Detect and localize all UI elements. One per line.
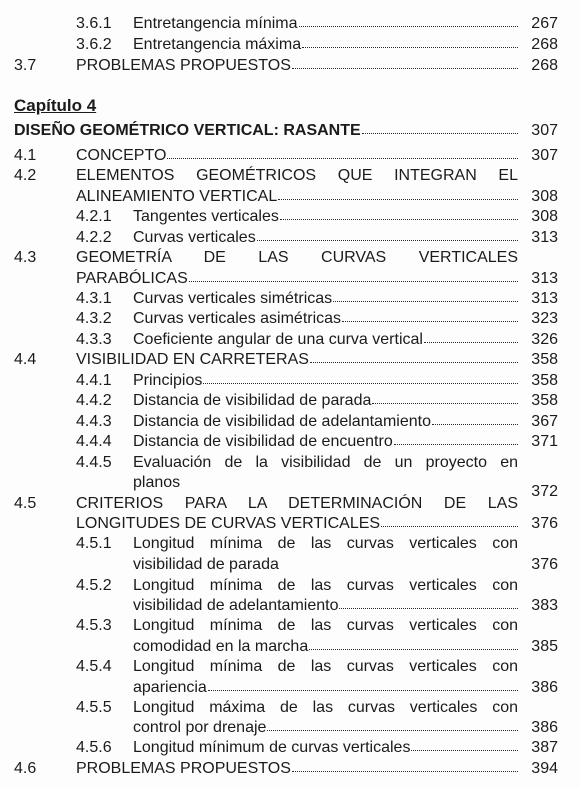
page-number: 307 bbox=[531, 147, 558, 164]
entry-title: PROBLEMAS PROPUESTOS bbox=[76, 760, 291, 777]
entry-title: Curvas verticales simétricas bbox=[133, 290, 333, 307]
entry-number: 4.4.1 bbox=[76, 372, 112, 389]
toc-entry bbox=[0, 288, 580, 309]
page-number: 323 bbox=[531, 310, 558, 327]
entry-number: 4.3.1 bbox=[76, 290, 112, 307]
page-number: 376 bbox=[531, 515, 558, 532]
entry-title-line bbox=[133, 308, 518, 329]
entry-number: 3.6.2 bbox=[76, 36, 112, 53]
page-number: 326 bbox=[531, 331, 558, 348]
toc-entry bbox=[0, 656, 580, 677]
page-number: 313 bbox=[531, 229, 558, 246]
toc-entry bbox=[0, 370, 580, 391]
entry-title: Longitud mínima de las curvas verticales con bbox=[133, 577, 518, 594]
entry-title-line bbox=[133, 227, 518, 248]
page-number: 385 bbox=[531, 638, 558, 655]
toc-entry-continuation bbox=[0, 268, 580, 289]
entry-number: 4.4.4 bbox=[76, 433, 112, 450]
entry-title-line bbox=[133, 288, 518, 309]
dot-leader bbox=[310, 358, 518, 363]
entry-title-line bbox=[133, 636, 518, 657]
dot-leader bbox=[432, 420, 518, 425]
page-number: 371 bbox=[531, 433, 558, 450]
toc-entry bbox=[0, 55, 580, 76]
dot-leader bbox=[292, 64, 518, 69]
entry-title: Principios bbox=[133, 372, 203, 389]
entry-title: ALINEAMIENTO VERTICAL bbox=[76, 188, 278, 205]
entry-number: 3.7 bbox=[14, 57, 37, 74]
dot-leader bbox=[381, 522, 518, 527]
entry-number: 3.6.1 bbox=[76, 15, 112, 32]
entry-title: Curvas verticales asimétricas bbox=[133, 310, 342, 327]
dot-leader bbox=[362, 129, 518, 134]
entry-title: visibilidad de parada bbox=[133, 556, 279, 573]
entry-title-line bbox=[133, 452, 518, 473]
entry-title-line bbox=[133, 431, 518, 452]
entry-title-line bbox=[76, 513, 518, 534]
entry-number: 4.3 bbox=[14, 249, 37, 266]
dot-leader bbox=[302, 43, 518, 48]
entry-title: Entretangencia máxima bbox=[133, 36, 302, 53]
entry-title-line bbox=[133, 472, 518, 493]
dot-leader bbox=[267, 726, 518, 731]
toc-entry-continuation bbox=[0, 636, 580, 657]
entry-title-line bbox=[133, 737, 518, 758]
entry-title-line bbox=[133, 329, 518, 350]
entry-title-line bbox=[133, 595, 518, 616]
entry-title: CRITERIOS PARA LA DETERMINACIÓN DE LAS bbox=[76, 495, 518, 512]
toc-entry bbox=[0, 452, 580, 473]
page-number: 383 bbox=[531, 597, 558, 614]
toc-entry-continuation bbox=[0, 595, 580, 616]
chapter-title: DISEÑO GEOMÉTRICO VERTICAL: RASANTE bbox=[14, 122, 361, 139]
page-number: 358 bbox=[531, 372, 558, 389]
page-number: 386 bbox=[531, 719, 558, 736]
entry-number: 4.3.2 bbox=[76, 310, 112, 327]
entry-title-line bbox=[133, 554, 518, 575]
entry-title: CONCEPTO bbox=[76, 147, 167, 164]
dot-leader bbox=[394, 440, 518, 445]
entry-number: 4.5.2 bbox=[76, 577, 112, 594]
toc-entry bbox=[0, 737, 580, 758]
page-number: 268 bbox=[531, 57, 558, 74]
dot-leader bbox=[411, 746, 518, 751]
entry-title-line bbox=[76, 349, 518, 370]
entry-title: Distancia de visibilidad de parada bbox=[133, 392, 372, 409]
page-number: 387 bbox=[531, 739, 558, 756]
toc-entry bbox=[0, 349, 580, 370]
dot-leader bbox=[208, 686, 518, 691]
dot-leader bbox=[278, 195, 518, 200]
entry-number: 4.5.3 bbox=[76, 617, 112, 634]
page-number: 313 bbox=[531, 290, 558, 307]
entry-title: GEOMETRÍA DE LAS CURVAS VERTICALES bbox=[76, 249, 518, 266]
entry-number: 4.3.3 bbox=[76, 331, 112, 348]
entry-title: Longitud máxima de las curvas verticales con bbox=[133, 699, 518, 716]
page-number: 267 bbox=[531, 15, 558, 32]
entry-title: Longitud mínimum de curvas verticales bbox=[133, 739, 411, 756]
entry-title: comodidad en la marcha bbox=[133, 638, 309, 655]
entry-title-line bbox=[133, 13, 518, 34]
entry-title-line bbox=[76, 186, 518, 207]
entry-title-line bbox=[133, 411, 518, 432]
toc-entry-continuation bbox=[0, 513, 580, 534]
dot-leader bbox=[257, 236, 518, 241]
entry-title: Coeficiente angular de una curva vertical bbox=[133, 331, 423, 348]
toc-entry bbox=[0, 615, 580, 636]
page-number: 358 bbox=[531, 351, 558, 368]
dot-leader bbox=[309, 645, 518, 650]
dot-leader bbox=[372, 399, 518, 404]
entry-title-line bbox=[76, 493, 518, 514]
entry-title-line bbox=[133, 697, 518, 718]
page-number: 268 bbox=[531, 36, 558, 53]
page-number: 308 bbox=[531, 188, 558, 205]
page-number: 308 bbox=[531, 208, 558, 225]
toc-entry bbox=[0, 165, 580, 186]
dot-leader bbox=[280, 215, 518, 220]
toc-entry bbox=[0, 329, 580, 350]
entry-title: ELEMENTOS GEOMÉTRICOS QUE INTEGRAN EL bbox=[76, 167, 518, 184]
toc-entry bbox=[0, 247, 580, 268]
dot-leader bbox=[339, 604, 518, 609]
entry-title-line bbox=[133, 370, 518, 391]
chapter-heading: Capítulo 4 bbox=[14, 96, 97, 115]
entry-title: Distancia de visibilidad de encuentro bbox=[133, 433, 393, 450]
page-number: 372 bbox=[531, 483, 558, 500]
entry-title-line bbox=[133, 206, 518, 227]
entry-title-line bbox=[133, 533, 518, 554]
page-number: 394 bbox=[531, 760, 558, 777]
entry-title-line bbox=[76, 55, 518, 76]
entry-number: 4.6 bbox=[14, 760, 37, 777]
toc-entry bbox=[0, 227, 580, 248]
entry-title: LONGITUDES DE CURVAS VERTICALES bbox=[76, 515, 381, 532]
entry-title: visibilidad de adelantamiento bbox=[133, 597, 339, 614]
entry-title: Longitud mínima de las curvas verticales con bbox=[133, 617, 518, 634]
entry-title-line bbox=[133, 615, 518, 636]
toc-entry bbox=[0, 13, 580, 34]
page-number: 307 bbox=[531, 122, 558, 139]
entry-title-line bbox=[76, 758, 518, 779]
entry-number: 4.5.5 bbox=[76, 699, 112, 716]
entry-title-line bbox=[76, 268, 518, 289]
dot-leader bbox=[299, 22, 518, 27]
page-number: 367 bbox=[531, 413, 558, 430]
entry-number: 4.2.2 bbox=[76, 229, 112, 246]
toc-entry bbox=[0, 697, 580, 718]
entry-number: 4.1 bbox=[14, 147, 37, 164]
entry-title-line bbox=[133, 34, 518, 55]
entry-title-line bbox=[14, 120, 518, 141]
entry-title-line bbox=[133, 717, 518, 738]
toc-entry bbox=[0, 758, 580, 779]
toc-entry bbox=[0, 390, 580, 411]
toc-entry bbox=[0, 493, 580, 514]
dot-leader bbox=[189, 277, 518, 282]
toc-entry-continuation bbox=[0, 717, 580, 738]
toc-entry-continuation bbox=[0, 677, 580, 698]
entry-number: 4.4.5 bbox=[76, 454, 112, 471]
toc-entry bbox=[0, 120, 580, 141]
entry-title: Longitud mínima de las curvas verticales con bbox=[133, 658, 518, 675]
entry-title: Tangentes verticales bbox=[133, 208, 279, 225]
entry-title-line bbox=[76, 145, 518, 166]
entry-title: control por drenaje bbox=[133, 719, 267, 736]
entry-number: 4.4 bbox=[14, 351, 37, 368]
entry-title-line bbox=[133, 390, 518, 411]
entry-number: 4.2.1 bbox=[76, 208, 112, 225]
entry-title: VISIBILIDAD EN CARRETERAS bbox=[76, 351, 309, 368]
dot-leader bbox=[167, 154, 518, 159]
entry-title: Entretangencia mínima bbox=[133, 15, 298, 32]
dot-leader bbox=[342, 317, 518, 322]
page-number: 358 bbox=[531, 392, 558, 409]
toc-entry-continuation bbox=[0, 186, 580, 207]
toc-entry bbox=[0, 34, 580, 55]
entry-title-line bbox=[133, 575, 518, 596]
entry-number: 4.2 bbox=[14, 167, 37, 184]
entry-number: 4.5.4 bbox=[76, 658, 112, 675]
entry-number: 4.5 bbox=[14, 495, 37, 512]
toc-entry bbox=[0, 308, 580, 329]
entry-title: PARABÓLICAS bbox=[76, 270, 188, 287]
toc-entry bbox=[0, 145, 580, 166]
entry-title: Curvas verticales bbox=[133, 229, 256, 246]
page-number: 386 bbox=[531, 679, 558, 696]
entry-title-line bbox=[76, 165, 518, 186]
entry-title: Longitud mínima de las curvas verticales con bbox=[133, 535, 518, 552]
toc-entry bbox=[0, 411, 580, 432]
toc-entry bbox=[0, 431, 580, 452]
toc-entry bbox=[0, 575, 580, 596]
dot-leader bbox=[203, 379, 518, 384]
entry-title-line bbox=[133, 677, 518, 698]
entry-title-line bbox=[76, 247, 518, 268]
dot-leader bbox=[333, 297, 518, 302]
entry-title-line bbox=[133, 656, 518, 677]
entry-number: 4.5.1 bbox=[76, 535, 112, 552]
toc-entry-continuation bbox=[0, 472, 580, 500]
dot-leader bbox=[424, 338, 518, 343]
entry-title: apariencia bbox=[133, 679, 207, 696]
entry-number: 4.5.6 bbox=[76, 739, 112, 756]
entry-title: Distancia de visibilidad de adelantamiento bbox=[133, 413, 431, 430]
entry-number: 4.4.2 bbox=[76, 392, 112, 409]
toc-entry bbox=[0, 206, 580, 227]
toc-entry bbox=[0, 533, 580, 554]
dot-leader bbox=[292, 767, 518, 772]
entry-number: 4.4.3 bbox=[76, 413, 112, 430]
entry-title: Evaluación de la visibilidad de un proyecto en bbox=[133, 454, 518, 471]
toc-entry-continuation bbox=[0, 554, 580, 575]
page-number: 313 bbox=[531, 270, 558, 287]
entry-title: planos bbox=[133, 474, 181, 491]
entry-title: PROBLEMAS PROPUESTOS bbox=[76, 57, 291, 74]
page-number: 376 bbox=[531, 556, 558, 573]
